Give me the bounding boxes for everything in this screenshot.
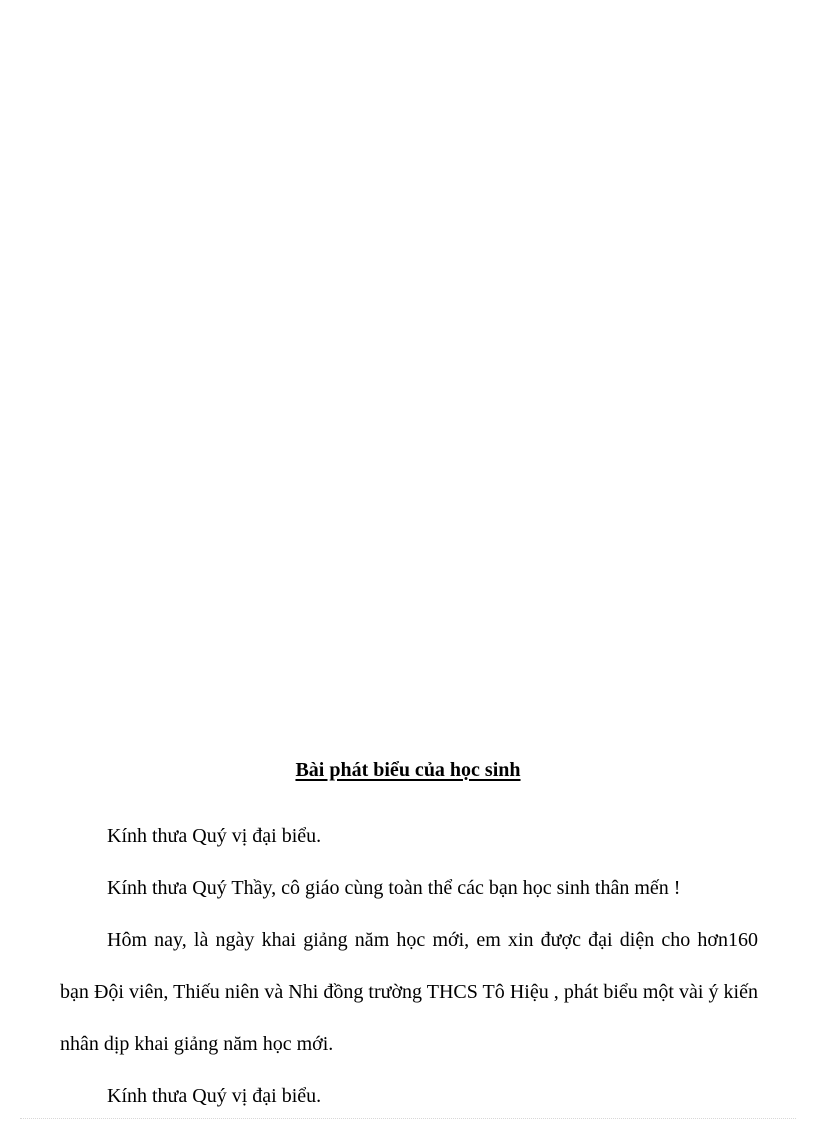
paragraph-greeting-teachers: Kính thưa Quý Thầy, cô giáo cùng toàn thể các bạn học sinh thân mến ! — [107, 877, 681, 899]
document-title: Bài phát biểu của học sinh — [295, 759, 521, 781]
paragraph-greeting-guests-repeat: Kính thưa Quý vị đại biểu. — [107, 1085, 322, 1107]
paragraph-greeting-guests: Kính thưa Quý vị đại biểu. — [107, 825, 322, 847]
paragraph-introduction: Hôm nay, là ngày khai giảng năm học mới, em xin được đại diện cho hơn160 bạn Đội viên, Thiếu niên và Nhi đồng trường THCS Tô Hiệu , phát biểu một vài ý kiến nhân dịp khai giảng năm học mới. — [60, 929, 758, 1055]
page-bottom-edge — [20, 1118, 796, 1119]
document-body — [60, 810, 758, 1122]
